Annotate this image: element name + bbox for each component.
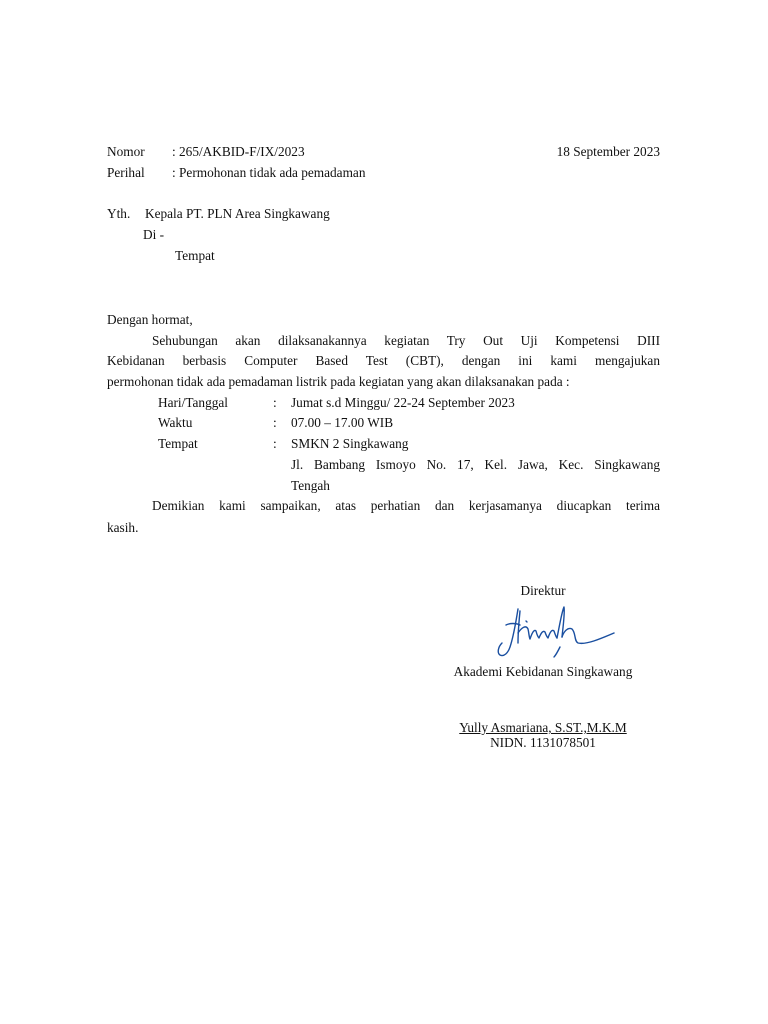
signatory-name: Yully Asmariana, S.ST.,M.K.M [459,720,627,735]
perihal-label: Perihal [107,165,145,180]
detail-label: Waktu [158,415,193,430]
yth-label: Yth. [107,206,131,221]
detail-value: Jumat s.d Minggu/ 22-24 September 2023 [291,395,515,410]
paragraph-line: Kebidanan berbasis Computer Based Test (CBT), dengan ini kami mengajukan [107,353,660,368]
handwritten-signature [496,603,620,663]
recipient-name: Kepala PT. PLN Area Singkawang [145,206,330,221]
salutation: Dengan hormat, [107,312,193,327]
detail-colon: : [273,436,277,451]
nomor-value: : 265/AKBID-F/IX/2023 [172,144,305,159]
recipient-di: Di - [143,227,165,242]
detail-label: Hari/Tanggal [158,395,228,410]
nomor-label: Nomor [107,144,145,159]
signature-institution: Akademi Kebidanan Singkawang [453,664,633,679]
address-line: Jl. Bambang Ismoyo No. 17, Kel. Jawa, Kec. Singkawang [291,457,660,472]
recipient-place: Tempat [175,248,215,263]
detail-colon: : [273,395,277,410]
perihal-value: : Permohonan tidak ada pemadaman [172,165,366,180]
closing-line: Demikian kami sampaikan, atas perhatian dan kerjasamanya diucapkan terima [152,498,660,513]
letter-date: 18 September 2023 [556,144,660,159]
detail-label: Tempat [158,436,198,451]
detail-value: 07.00 – 17.00 WIB [291,415,394,430]
detail-colon: : [273,415,277,430]
address-line: Tengah [291,478,330,493]
signatory-nidn: NIDN. 1131078501 [490,735,596,750]
paragraph-line: Sehubungan akan dilaksanakannya kegiatan Try Out Uji Kompetensi DIII [152,333,660,348]
paragraph-line: permohonan tidak ada pemadaman listrik pada kegiatan yang akan dilaksanakan pada : [107,374,570,389]
signature-title: Direktur [520,583,566,598]
detail-value: SMKN 2 Singkawang [291,436,409,451]
closing-line: kasih. [107,520,139,535]
